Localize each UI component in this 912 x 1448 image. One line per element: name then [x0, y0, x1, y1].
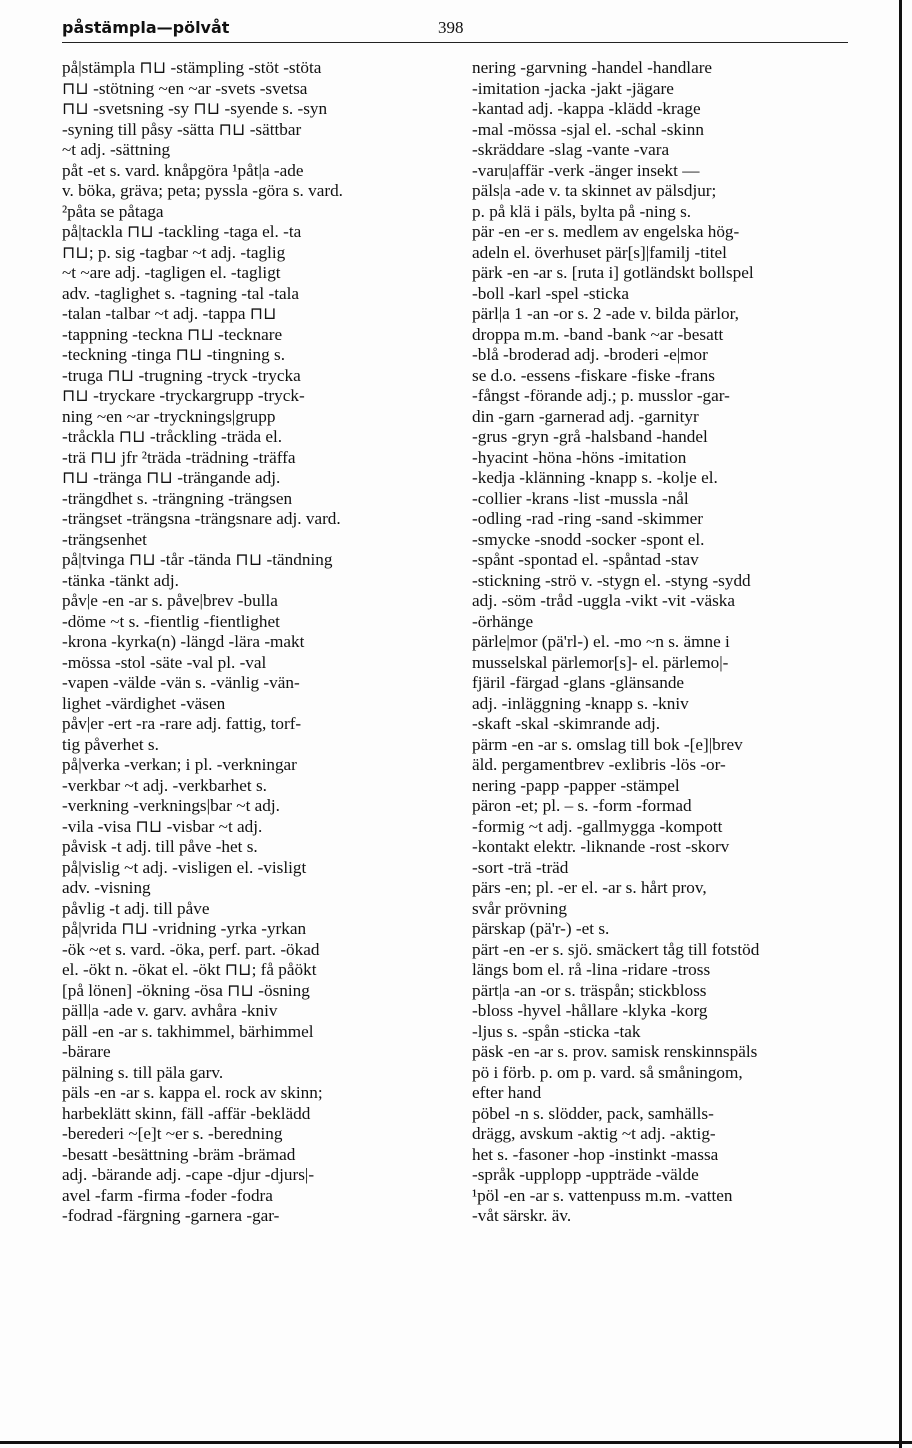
entry-line: -fodrad -färgning -garnera -gar- [62, 1206, 280, 1225]
entry-line: -hyacint -höna -höns -imitation [472, 447, 687, 467]
entry-line: -ljus s. -spån -sticka -tak [472, 1021, 641, 1041]
entry-line: -talan -talbar ~t adj. -tappa ⊓⊔ [62, 304, 277, 323]
entry-line: ⊓⊔ -svetsning -sy ⊓⊔ -syende s. -syn [62, 99, 328, 118]
entry-line: på|tvinga ⊓⊔ -tår -tända ⊓⊔ -tändning [62, 550, 333, 569]
entry-line: -våt särskr. äv. [472, 1206, 572, 1225]
entry-line: -skräddare -slag -vante -vara [472, 140, 670, 159]
entry-line: -smycke -snodd -socker -spont el. [472, 529, 705, 549]
entry-line: påv|er -ert -ra -rare adj. fattig, torf- [62, 714, 302, 733]
entry-line: droppa m.m. -band -bank ~ar -besatt [472, 324, 724, 344]
entry-line: -tråckla ⊓⊔ -tråckling -träda el. [62, 427, 283, 446]
entry-line: pärt|a -an -or s. träspån; stickbloss [472, 980, 707, 1000]
entry-line: -trängdhet s. -trängning -trängsen [62, 488, 293, 508]
entry-line: pär -en -er s. medlem av engelska hög- [472, 222, 740, 241]
left-column [62, 58, 434, 1227]
entry-line: -bärare [62, 1042, 111, 1061]
entry-line: -trängset -trängsna -trängsnare adj. vard. [62, 509, 341, 528]
entry-line: pärk -en -ar s. [ruta i] gotländskt bollspel [472, 263, 754, 282]
header-rule [62, 42, 848, 43]
right-column [472, 58, 844, 1227]
entry-line: -stickning -strö v. -stygn el. -styng -sydd [472, 570, 751, 590]
entry-line: adj. -inläggning -knapp s. -kniv [472, 693, 689, 713]
entry-line: ²påta se påtaga [62, 201, 164, 221]
entry-line: -imitation -jacka -jakt -jägare [472, 78, 674, 98]
entry-line: pärt -en -er s. sjö. smäckert tåg till fotstöd [472, 939, 760, 959]
entry-line: ~t adj. -sättning [62, 140, 171, 159]
entry-line: påv|e -en -ar s. påve|brev -bulla [62, 591, 278, 610]
entry-line: ⊓⊔ -tränga ⊓⊔ -trängande adj. [62, 468, 281, 487]
entry-line: päron -et; pl. – s. -form -formad [472, 796, 692, 815]
entry-line: -sort -trä -träd [472, 857, 569, 877]
entry-line: harbeklätt skinn, fäll -affär -beklädd [62, 1103, 311, 1123]
page-edge-bottom [0, 1441, 912, 1444]
entry-line: ⊓⊔ -stötning ~en ~ar -svets -svetsa [62, 78, 308, 98]
entry-line: -mössa -stol -säte -val pl. -val [62, 652, 267, 672]
entry-line: p. på klä i päls, bylta på -ning s. [472, 201, 692, 221]
entry-line: -collier -krans -list -mussla -nål [472, 488, 689, 508]
entry-line: -odling -rad -ring -sand -skimmer [472, 509, 704, 528]
entry-line: -vila -visa ⊓⊔ -visbar ~t adj. [62, 816, 263, 836]
entry-line: -örhänge [472, 611, 534, 631]
entry-line: -varu|affär -verk -änger insekt — [472, 160, 700, 180]
entry-line: på|verka -verkan; i pl. -verkningar [62, 755, 297, 774]
entry-line: -grus -gryn -grå -halsband -handel [472, 427, 708, 446]
entry-line: v. böka, gräva; peta; pyssla -göra s. vard. [62, 181, 343, 200]
entry-line: påvisk -t adj. till påve -het s. [62, 837, 258, 856]
entry-line: din -garn -garnerad adj. -garnityr [472, 406, 699, 426]
entry-line: adj. -bärande adj. -cape -djur -djurs|- [62, 1165, 315, 1184]
entry-line: adeln el. överhuset pär[s]|familj -titel [472, 242, 727, 262]
entry-line: längs bom el. rå -lina -ridare -tross [472, 960, 711, 979]
entry-line: -bloss -hyvel -hållare -klyka -korg [472, 1001, 708, 1020]
entry-line: pärle|mor (pä'rl-) el. -mo ~n s. ämne i [472, 632, 730, 651]
entry-line: -tänka -tänkt adj. [62, 570, 179, 590]
entry-line: musselskal pärlemor[s]- el. pärlemo|- [472, 652, 729, 672]
entry-line: -formig ~t adj. -gallmygga -kompott [472, 816, 723, 836]
entry-line: -truga ⊓⊔ -trugning -tryck -trycka [62, 365, 301, 385]
entry-line: avel -farm -firma -foder -fodra [62, 1185, 273, 1205]
entry-line: ⊓⊔ -tryckare -tryckargrupp -tryck- [62, 386, 305, 405]
entry-line: påvlig -t adj. till påve [62, 898, 210, 918]
entry-line: adv. -taglighet s. -tagning -tal -tala [62, 283, 300, 303]
entry-line: -tappning -teckna ⊓⊔ -tecknare [62, 324, 283, 344]
entry-line: drägg, avskum -aktig ~t adj. -aktig- [472, 1124, 716, 1143]
page-number: 398 [438, 18, 464, 37]
entry-line: -trä ⊓⊔ jfr ²träda -trädning -träffa [62, 447, 296, 467]
entry-line: ¹pöl -en -ar s. vattenpuss m.m. -vatten [472, 1185, 733, 1205]
entry-line: -syning till påsy -sätta ⊓⊔ -sättbar [62, 119, 302, 139]
entry-line: på|vrida ⊓⊔ -vridning -yrka -yrkan [62, 919, 307, 938]
entry-line: -vapen -välde -vän s. -vänlig -vän- [62, 673, 300, 692]
entry-line: adv. -visning [62, 878, 151, 897]
entry-line: pärskap (pä'r-) -et s. [472, 919, 610, 938]
entry-line: -trängsenhet [62, 529, 147, 549]
guide-words: påstämpla—pölvåt [62, 18, 230, 37]
entry-line: pälning s. till päla garv. [62, 1062, 224, 1082]
entry-line: på|tackla ⊓⊔ -tackling -taga el. -ta [62, 222, 302, 241]
entry-line: -språk -upplopp -uppträde -välde [472, 1165, 699, 1184]
entry-line: -mal -mössa -sjal el. -schal -skinn [472, 119, 704, 139]
entry-line: pärl|a 1 -an -or s. 2 -ade v. bilda pärlor, [472, 304, 739, 323]
entry-line: ning ~en ~ar -trycknings|grupp [62, 406, 276, 426]
entry-line: äld. pergamentbrev -exlibris -lös -or- [472, 755, 726, 774]
entry-line: päls|a -ade v. ta skinnet av pälsdjur; [472, 181, 717, 200]
entry-line: päls -en -ar s. kappa el. rock av skinn; [62, 1083, 323, 1102]
entry-line: -verkning -verknings|bar ~t adj. [62, 796, 280, 815]
entry-line: pärs -en; pl. -er el. -ar s. hårt prov, [472, 878, 707, 897]
entry-line: på|stämpla ⊓⊔ -stämpling -stöt -stöta [62, 58, 322, 77]
entry-line: el. -ökt n. -ökat el. -ökt ⊓⊔; få påökt [62, 960, 317, 979]
entry-line: -krona -kyrka(n) -längd -lära -makt [62, 632, 305, 651]
entry-line: pöbel -n s. slödder, pack, samhälls- [472, 1103, 714, 1123]
entry-line: -döme ~t s. -fientlig -fientlighet [62, 611, 280, 631]
entry-line: nering -garvning -handel -handlare [472, 58, 713, 77]
entry-line: -kantad adj. -kappa -klädd -krage [472, 99, 701, 118]
entry-line: päll -en -ar s. takhimmel, bärhimmel [62, 1021, 314, 1041]
entry-line: -verkbar ~t adj. -verkbarhet s. [62, 775, 267, 795]
entry-line: -berederi ~[e]t ~er s. -beredning [62, 1124, 283, 1143]
entry-line: -spånt -spontad el. -spåntad -stav [472, 550, 699, 569]
entry-line: adj. -söm -tråd -uggla -vikt -vit -väska [472, 591, 735, 610]
page-header [62, 18, 852, 42]
entry-line: på|vislig ~t adj. -visligen el. -visligt [62, 857, 307, 877]
entry-line: -teckning -tinga ⊓⊔ -tingning s. [62, 345, 286, 364]
page-edge-right [899, 0, 902, 1448]
entry-line: het s. -fasoner -hop -instinkt -massa [472, 1144, 719, 1164]
entry-line: påt -et s. vard. knåpgöra ¹påt|a -ade [62, 160, 304, 180]
entry-line: [på lönen] -ökning -ösa ⊓⊔ -ösning [62, 980, 310, 1000]
entry-line: -fångst -förande adj.; p. musslor -gar- [472, 386, 730, 405]
entry-line: se d.o. -essens -fiskare -fiske -frans [472, 365, 715, 385]
entry-line: -besatt -besättning -bräm -brämad [62, 1144, 296, 1164]
entry-line: -blå -broderad adj. -broderi -e|mor [472, 345, 708, 364]
entry-line: päll|a -ade v. garv. avhåra -kniv [62, 1001, 278, 1020]
entry-line: -kontakt elektr. -liknande -rost -skorv [472, 837, 730, 856]
entry-line: svår prövning [472, 898, 567, 918]
entry-line: -ök ~et s. vard. -öka, perf. part. -ökad [62, 939, 320, 959]
entry-line: fjäril -färgad -glans -glänsande [472, 673, 685, 692]
entry-line: päsk -en -ar s. prov. samisk renskinnspäls [472, 1042, 758, 1061]
entry-line: efter hand [472, 1083, 542, 1102]
entry-line: pö i förb. p. om p. vard. så småningom, [472, 1062, 743, 1082]
entry-line: tig påverhet s. [62, 734, 159, 754]
entry-line: nering -papp -papper -stämpel [472, 775, 680, 795]
entry-line: pärm -en -ar s. omslag till bok -[e]|brev [472, 734, 743, 754]
entry-line: -boll -karl -spel -sticka [472, 283, 630, 303]
entry-line: ⊓⊔; p. sig -tagbar ~t adj. -taglig [62, 242, 286, 262]
entry-line: -kedja -klänning -knapp s. -kolje el. [472, 468, 718, 487]
entry-line: lighet -värdighet -väsen [62, 693, 226, 713]
entry-line: -skaft -skal -skimrande adj. [472, 714, 661, 733]
entry-line: ~t ~are adj. -tagligen el. -tagligt [62, 263, 281, 282]
